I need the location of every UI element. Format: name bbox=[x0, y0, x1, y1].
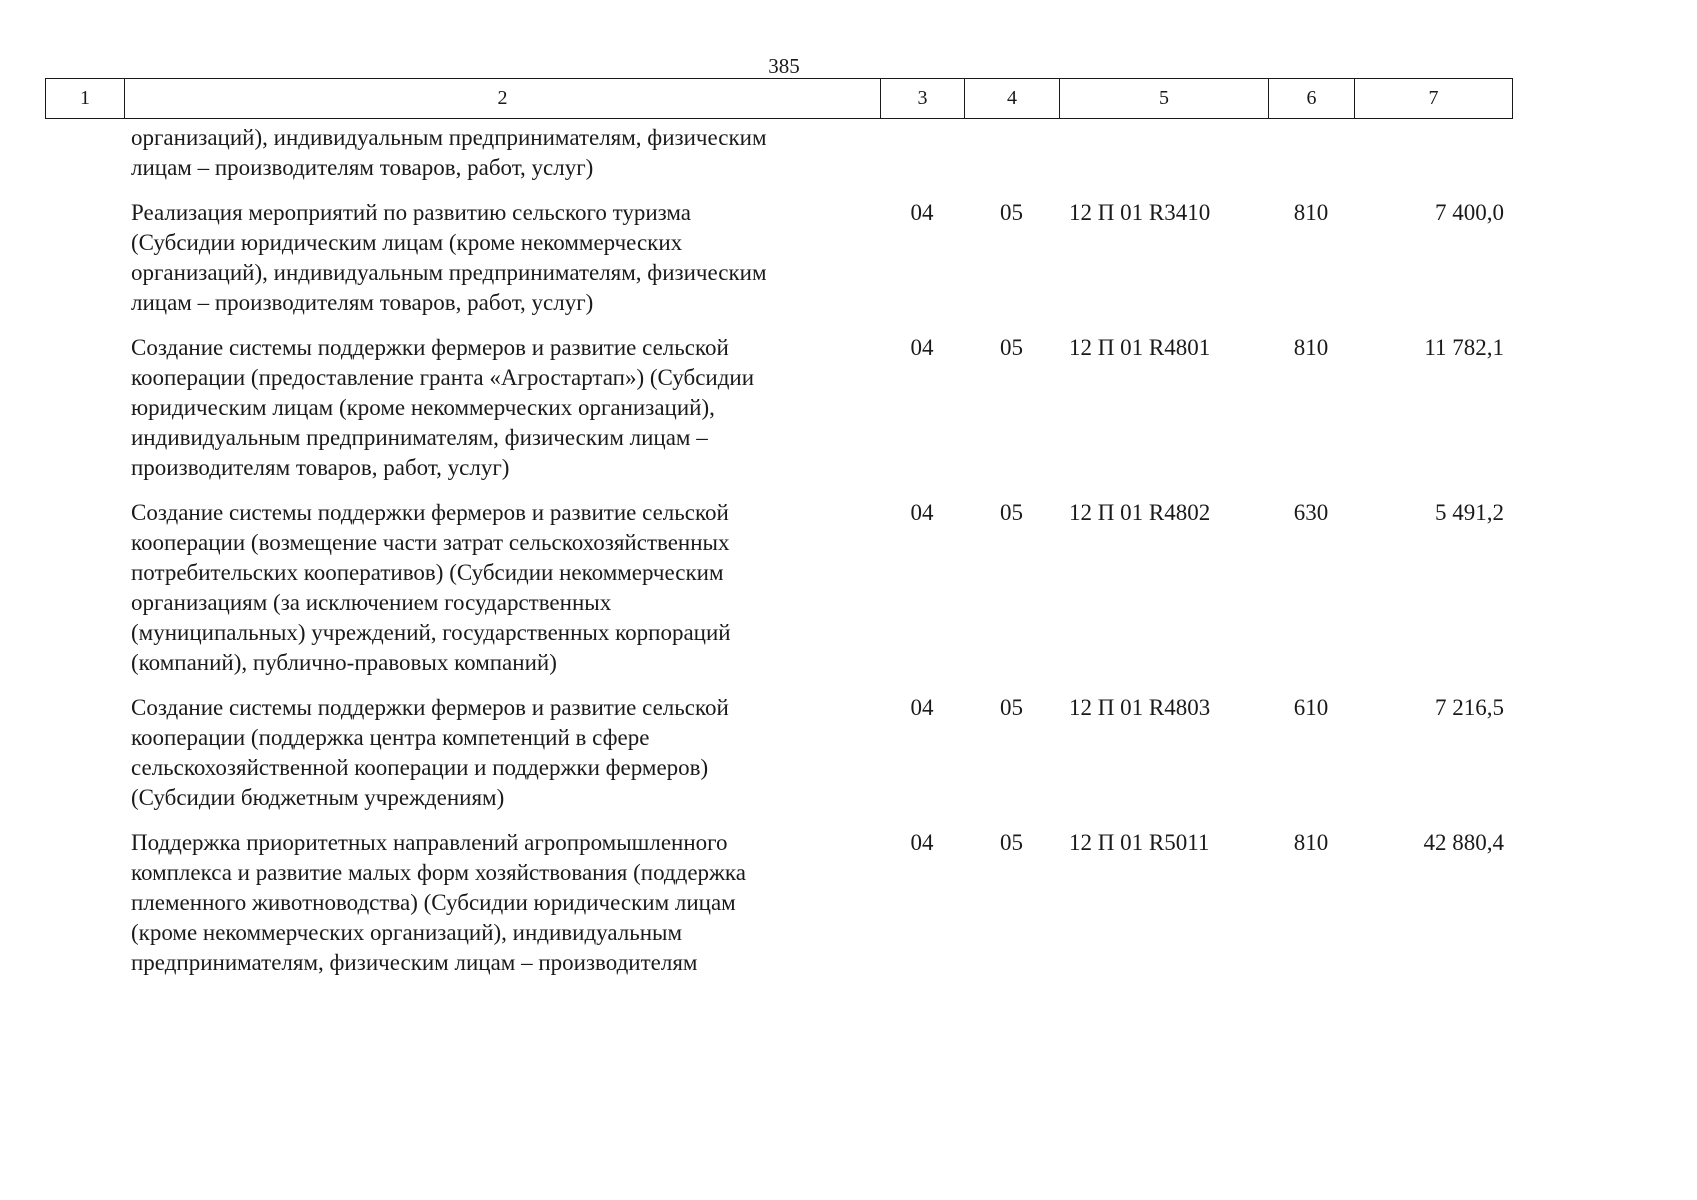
header-col-7: 7 bbox=[1355, 79, 1513, 119]
table-row bbox=[45, 198, 1512, 333]
row-target-article: 12 П 01 R4802 bbox=[1069, 500, 1211, 525]
row-description: Реализация мероприятий по развитию сельского туризма (Субсидии юридическим лицам (кроме некоммерческих организаций), индивидуальным предпринимателям, физическим лицам – производителям товаров, работ, услуг) bbox=[131, 200, 767, 315]
row-expense-type: 810 bbox=[1293, 200, 1329, 225]
row-amount: 7 216,5 bbox=[1435, 695, 1504, 720]
row-description: Создание системы поддержки фермеров и развитие сельской кооперации (предоставление гранта «Агростартап») (Субсидии юридическим лицам (кроме некоммерческих организаций), индивидуальным предпринимателям, физическим лицам – производителям товаров, работ, услуг) bbox=[131, 335, 755, 480]
row-target-article: 12 П 01 R4801 bbox=[1069, 335, 1211, 360]
budget-table-body bbox=[45, 123, 1512, 993]
row-section-code: 04 bbox=[910, 830, 934, 855]
row-description: Создание системы поддержки фермеров и развитие сельской кооперации (возмещение части затрат сельскохозяйственных потребительских кооперативов) (Субсидии некоммерческим организациям (за исключением государственных (муниципальных) учреждений, государственных корпораций (компаний), публично-правовых компаний) bbox=[131, 500, 731, 675]
column-number-header bbox=[45, 78, 1513, 119]
row-section-code bbox=[880, 123, 964, 198]
row-expense-type: 610 bbox=[1293, 695, 1329, 720]
row-subsection-code: 05 bbox=[1000, 335, 1023, 360]
row-target-article: 12 П 01 R3410 bbox=[1069, 200, 1211, 225]
header-col-4: 4 bbox=[965, 79, 1060, 119]
table-row bbox=[45, 498, 1512, 693]
row-expense-type: 810 bbox=[1293, 830, 1329, 855]
row-amount: 5 491,2 bbox=[1435, 500, 1504, 525]
row-amount bbox=[1354, 123, 1512, 198]
row-expense-type: 630 bbox=[1293, 500, 1329, 525]
row-target-article: 12 П 01 R4803 bbox=[1069, 695, 1211, 720]
row-subsection-code: 05 bbox=[1000, 500, 1023, 525]
row-description: организаций), индивидуальным предпринимателям, физическим лицам – производителям товаров, работ, услуг) bbox=[131, 125, 767, 180]
row-target-article: 12 П 01 R5011 bbox=[1069, 830, 1210, 855]
row-section-code: 04 bbox=[910, 200, 934, 225]
table-row bbox=[45, 123, 1512, 198]
row-expense-type bbox=[1268, 123, 1354, 198]
row-amount: 42 880,4 bbox=[1423, 830, 1504, 855]
table-row bbox=[45, 333, 1512, 498]
table-row bbox=[45, 828, 1512, 993]
row-section-code: 04 bbox=[910, 695, 934, 720]
row-subsection-code: 05 bbox=[1000, 830, 1023, 855]
row-subsection-code bbox=[964, 123, 1059, 198]
row-amount: 11 782,1 bbox=[1424, 335, 1504, 360]
row-expense-type: 810 bbox=[1293, 335, 1329, 360]
row-section-code: 04 bbox=[910, 500, 934, 525]
header-col-5: 5 bbox=[1060, 79, 1269, 119]
table-row bbox=[45, 693, 1512, 828]
header-col-1: 1 bbox=[46, 79, 125, 119]
header-col-3: 3 bbox=[881, 79, 965, 119]
row-subsection-code: 05 bbox=[1000, 695, 1023, 720]
header-row bbox=[46, 79, 1513, 119]
row-subsection-code: 05 bbox=[1000, 200, 1023, 225]
row-target-article bbox=[1059, 123, 1268, 198]
row-description: Создание системы поддержки фермеров и развитие сельской кооперации (поддержка центра компетенций в сфере сельскохозяйственной кооперации и поддержки фермеров) (Субсидии бюджетным учреждениям) bbox=[131, 695, 729, 810]
row-description: Поддержка приоритетных направлений агропромышленного комплекса и развитие малых форм хозяйствования (поддержка племенного животноводства) (Субсидии юридическим лицам (кроме некоммерческих организаций), индивидуальным предпринимателям, физическим лицам – производителям bbox=[131, 830, 746, 975]
row-amount: 7 400,0 bbox=[1435, 200, 1504, 225]
header-col-6: 6 bbox=[1269, 79, 1355, 119]
row-section-code: 04 bbox=[910, 335, 934, 360]
page-number: 385 bbox=[768, 54, 800, 78]
header-col-2: 2 bbox=[125, 79, 881, 119]
